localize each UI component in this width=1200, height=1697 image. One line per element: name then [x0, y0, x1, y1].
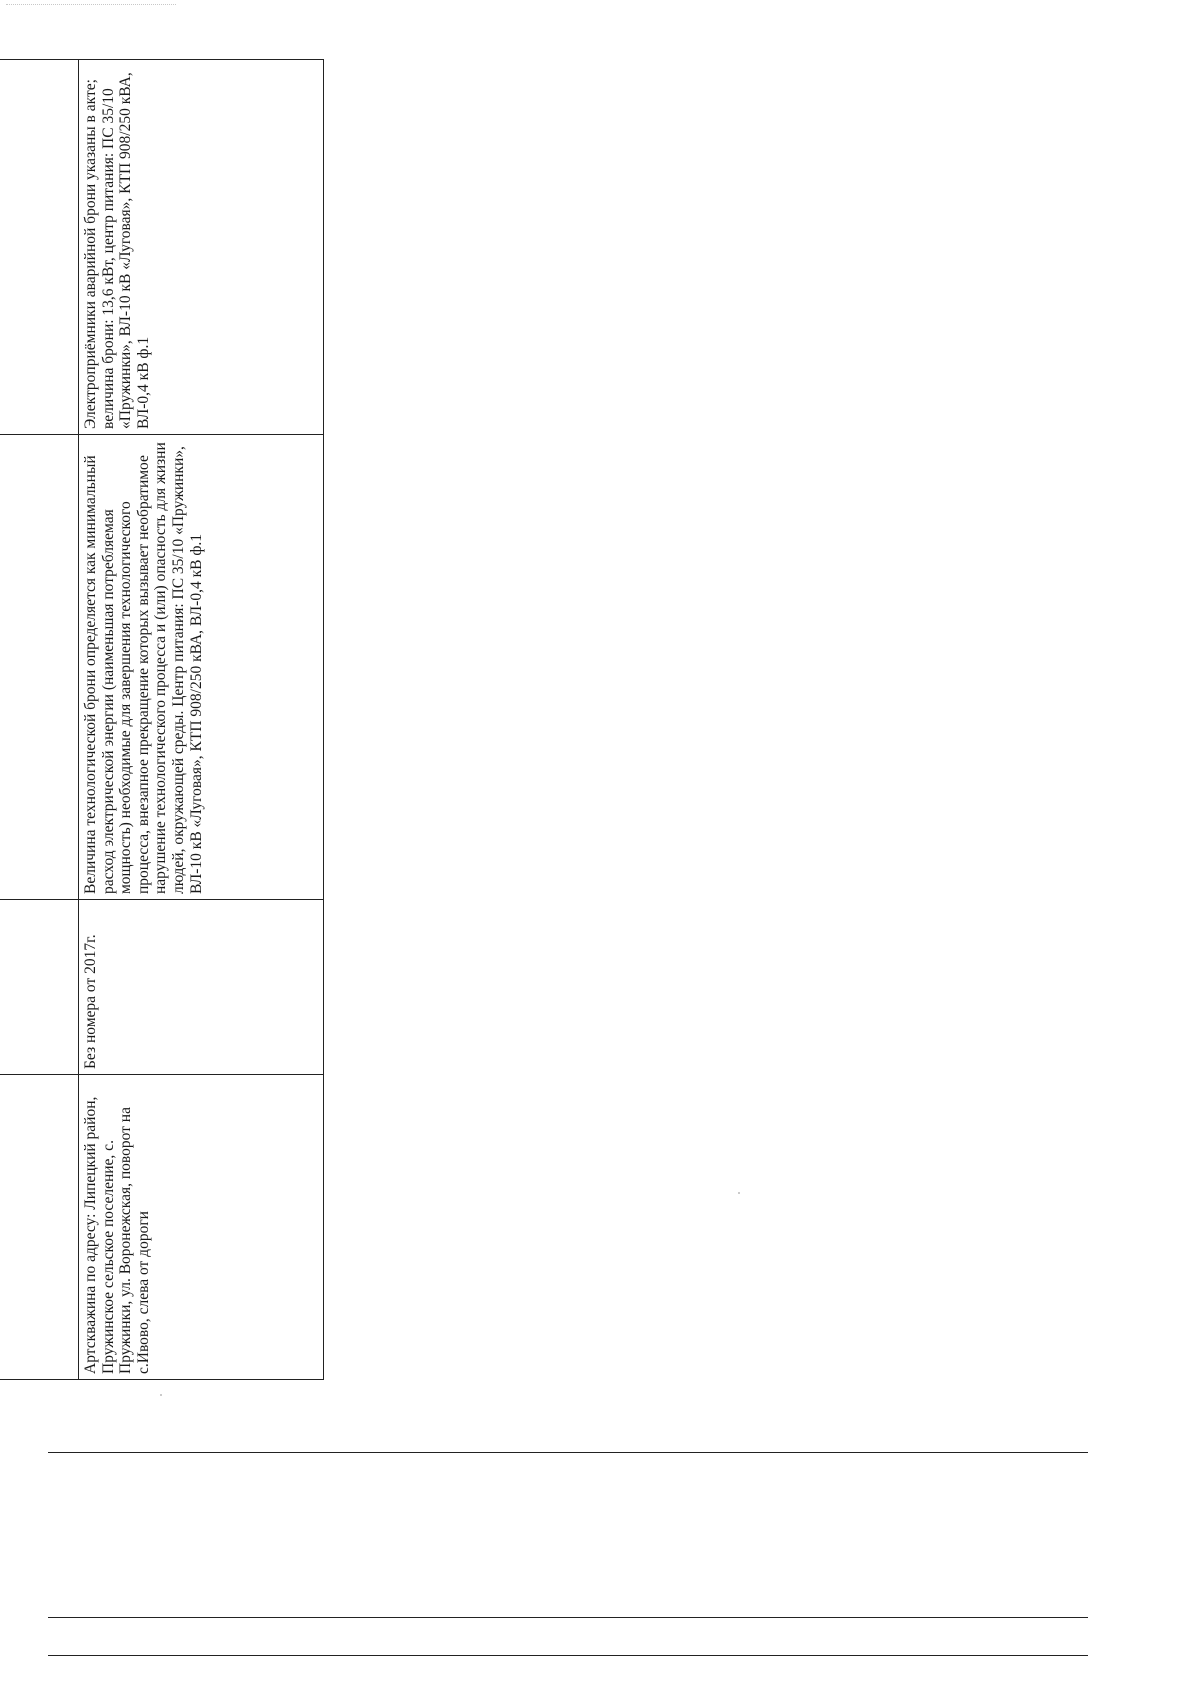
tech-reserve-cell: Величина технологической брони определяется как минимальный расход электрической энергии (наименьшая потребляемая мощность) необходимые для завершения технологического процесса, внезапное прекращение которых вызывает необратимое нарушение технологического процесса и (или) опасность для жизни людей, окружающей среды. Центр питания: ПС 35/10 «Пружинки», ВЛ-10 кВ «Луговая», КТП 908/250 кВА, ВЛ-0,4 кВ ф.1	[79, 435, 324, 900]
table-row	[79, 60, 324, 1380]
horizontal-rule	[48, 1617, 1088, 1618]
tech-reserve-cell	[0, 435, 79, 900]
act-cell: Без номера от 2017г.	[79, 900, 324, 1075]
scan-speck	[738, 1192, 740, 1194]
horizontal-rule	[48, 1655, 1088, 1656]
reservation-table	[0, 59, 324, 1380]
horizontal-rule	[48, 1452, 1088, 1453]
emergency-reserve-cell	[0, 60, 79, 435]
scan-speck	[160, 1394, 162, 1396]
act-cell	[0, 900, 79, 1075]
rotated-table-container	[0, 60, 323, 1380]
object-cell	[0, 1075, 79, 1380]
object-cell: Артскважина по адресу: Липецкий район, Пружинское сельское поселение, с. Пружинки, ул. Воронежская, поворот на с.Ивово, слева от дороги	[79, 1075, 324, 1380]
table-row	[0, 60, 79, 1380]
emergency-reserve-cell: Электроприёмники аварийной брони указаны в акте; величина брони: 13,6 кВт, центр питания: ПС 35/10 «Пружинки», ВЛ-10 кВ «Луговая», КТП 908/250 кВА, ВЛ-0,4 кВ ф.1	[79, 60, 324, 435]
scan-artifact	[6, 4, 176, 7]
